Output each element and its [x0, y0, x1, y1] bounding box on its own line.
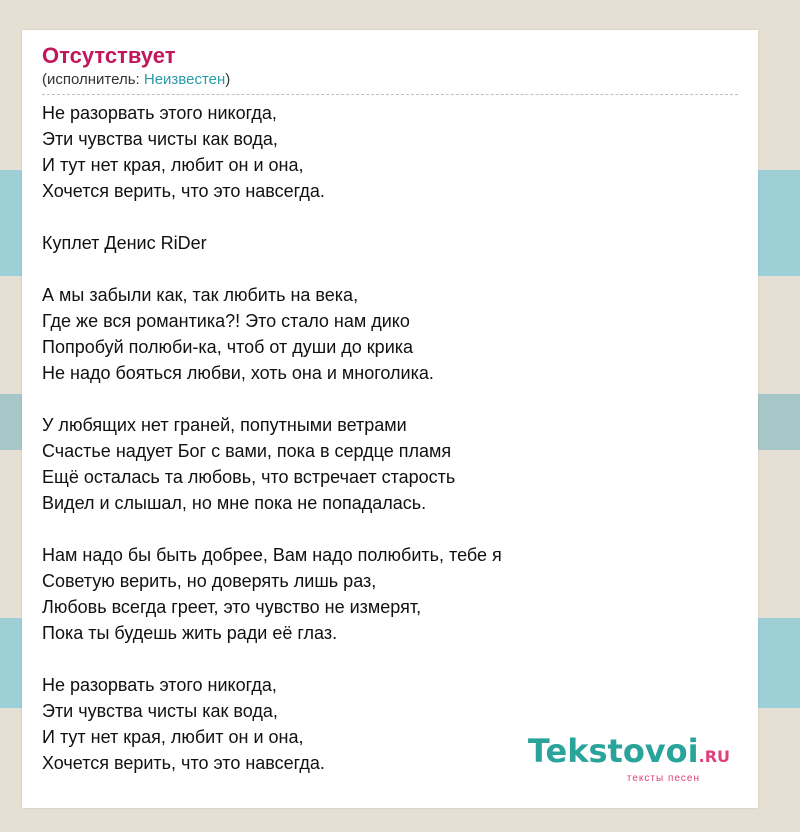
- lyrics-line: Нам надо бы быть добрее, Вам надо полюбить, тебе я: [42, 545, 502, 565]
- lyrics-stanza: [42, 282, 738, 386]
- logo-name: Tekstovoi: [527, 732, 699, 770]
- artist-prefix: (исполнитель:: [42, 71, 144, 88]
- lyrics-line: Хочется верить, что это навсегда.: [42, 181, 325, 201]
- lyrics-line: И тут нет края, любит он и она,: [42, 727, 304, 747]
- lyrics-line: Пока ты будешь жить ради её глаз.: [42, 623, 338, 643]
- lyrics-stanza: [42, 542, 738, 646]
- lyrics-line: Эти чувства чисты как вода,: [42, 701, 278, 721]
- lyrics-line: У любящих нет граней, попутными ветрами: [42, 415, 407, 435]
- header-divider: [42, 94, 738, 95]
- lyrics-line: Эти чувства чисты как вода,: [42, 129, 278, 149]
- lyrics-stanza: [42, 100, 738, 204]
- artist-suffix: ): [225, 71, 231, 88]
- lyrics-line: Ещё осталась та любовь, что встречает старость: [42, 467, 456, 487]
- lyrics-stanza: [42, 230, 738, 256]
- lyrics-line: Советую верить, но доверять лишь раз,: [42, 571, 377, 591]
- logo-tagline: тексты песен: [626, 773, 700, 784]
- artist-line: [42, 70, 738, 90]
- lyrics-line: Не надо бояться любви, хоть она и многолика.: [42, 363, 434, 383]
- lyrics-line: Счастье надует Бог с вами, пока в сердце пламя: [42, 441, 452, 461]
- lyrics-line: Не разорвать этого никогда,: [42, 103, 277, 123]
- lyrics-line: Видел и слышал, но мне пока не попадалась.: [42, 493, 427, 513]
- lyrics-line: Любовь всегда греет, это чувство не измерят,: [42, 597, 422, 617]
- lyrics-body: [42, 100, 738, 776]
- lyrics-line: Куплет Денис RiDer: [42, 233, 207, 253]
- lyrics-line: Не разорвать этого никогда,: [42, 675, 277, 695]
- lyrics-line: Где же вся романтика?! Это стало нам дико: [42, 311, 410, 331]
- lyrics-stanza: [42, 412, 738, 516]
- lyrics-line: Попробуй полюби-ка, чтоб от души до крика: [42, 337, 414, 357]
- lyrics-card: [22, 30, 758, 808]
- lyrics-line: А мы забыли как, так любить на века,: [42, 285, 359, 305]
- lyrics-line: И тут нет края, любит он и она,: [42, 155, 304, 175]
- logo-wordmark: [528, 734, 730, 774]
- site-logo[interactable]: [528, 734, 730, 784]
- lyrics-line: Хочется верить, что это навсегда.: [42, 753, 325, 773]
- logo-tld: .RU: [698, 747, 730, 766]
- artist-link[interactable]: Неизвестен: [143, 71, 226, 88]
- song-title: Отсутствует: [42, 43, 176, 68]
